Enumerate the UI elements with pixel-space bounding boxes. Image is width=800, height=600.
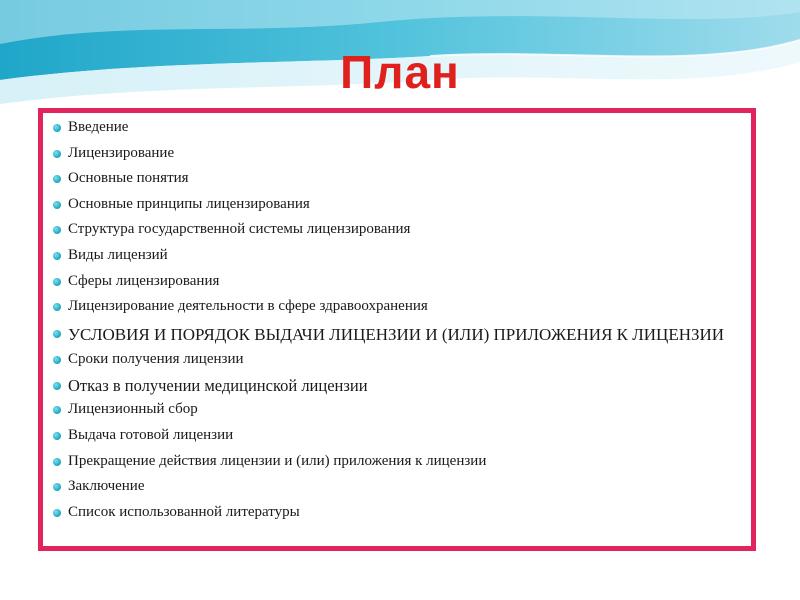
bullet-icon <box>53 278 61 286</box>
plan-item-text: Сферы лицензирования <box>68 272 220 289</box>
plan-item <box>53 119 741 136</box>
plan-item <box>53 478 741 495</box>
bullet-icon <box>53 226 61 234</box>
plan-item <box>53 376 741 395</box>
bullet-icon <box>53 330 61 338</box>
bullet-icon <box>53 175 61 183</box>
plan-item <box>53 401 741 418</box>
plan-item-text: Лицензирование деятельности в сфере здравоохранения <box>68 298 428 315</box>
bullet-icon <box>53 458 61 466</box>
bullet-icon <box>53 509 61 517</box>
plan-item-text: Структура государственной системы лицензирования <box>68 221 411 238</box>
plan-item-text: Выдача готовой лицензии <box>68 426 234 443</box>
bullet-icon <box>53 483 61 491</box>
plan-item <box>53 145 741 162</box>
plan-item <box>53 247 741 264</box>
plan-item <box>53 221 741 238</box>
plan-item-text: Лицензионный сбор <box>68 401 198 418</box>
plan-item-text: Заключение <box>68 478 145 495</box>
plan-item <box>53 504 741 521</box>
plan-item-text: Основные понятия <box>68 170 189 187</box>
plan-item-text: Прекращение действия лицензии и (или) приложения к лицензии <box>68 452 487 469</box>
plan-item <box>53 351 741 368</box>
plan-item-text: Список использованной литературы <box>68 503 300 520</box>
plan-item <box>53 427 741 444</box>
plan-item <box>53 273 741 290</box>
plan-item <box>53 324 741 345</box>
plan-frame <box>38 108 756 551</box>
plan-item <box>53 298 741 315</box>
slide-title: План <box>340 46 460 98</box>
plan-item-text: Сроки получения лицензии <box>68 350 244 367</box>
plan-item <box>53 453 741 470</box>
bullet-icon <box>53 382 61 390</box>
bullet-icon <box>53 303 61 311</box>
bullet-icon <box>53 150 61 158</box>
bullet-icon <box>53 252 61 260</box>
bullet-icon <box>53 124 61 132</box>
plan-item-text: Виды лицензий <box>68 246 168 263</box>
plan-list <box>53 119 741 521</box>
bullet-icon <box>53 356 61 364</box>
plan-item-text: Лицензирование <box>68 144 175 161</box>
bullet-icon <box>53 406 61 414</box>
plan-item-text: УСЛОВИЯ И ПОРЯДОК ВЫДАЧИ ЛИЦЕНЗИИ И (ИЛИ) ПРИЛОЖЕНИЯ К ЛИЦЕНЗИИ <box>68 324 725 344</box>
plan-item <box>53 196 741 213</box>
plan-item <box>53 170 741 187</box>
bullet-icon <box>53 201 61 209</box>
plan-item-text: Основные принципы лицензирования <box>68 195 310 212</box>
bullet-icon <box>53 432 61 440</box>
plan-item-text: Отказ в получении медицинской лицензии <box>68 376 368 396</box>
plan-item-text: Введение <box>68 119 129 135</box>
